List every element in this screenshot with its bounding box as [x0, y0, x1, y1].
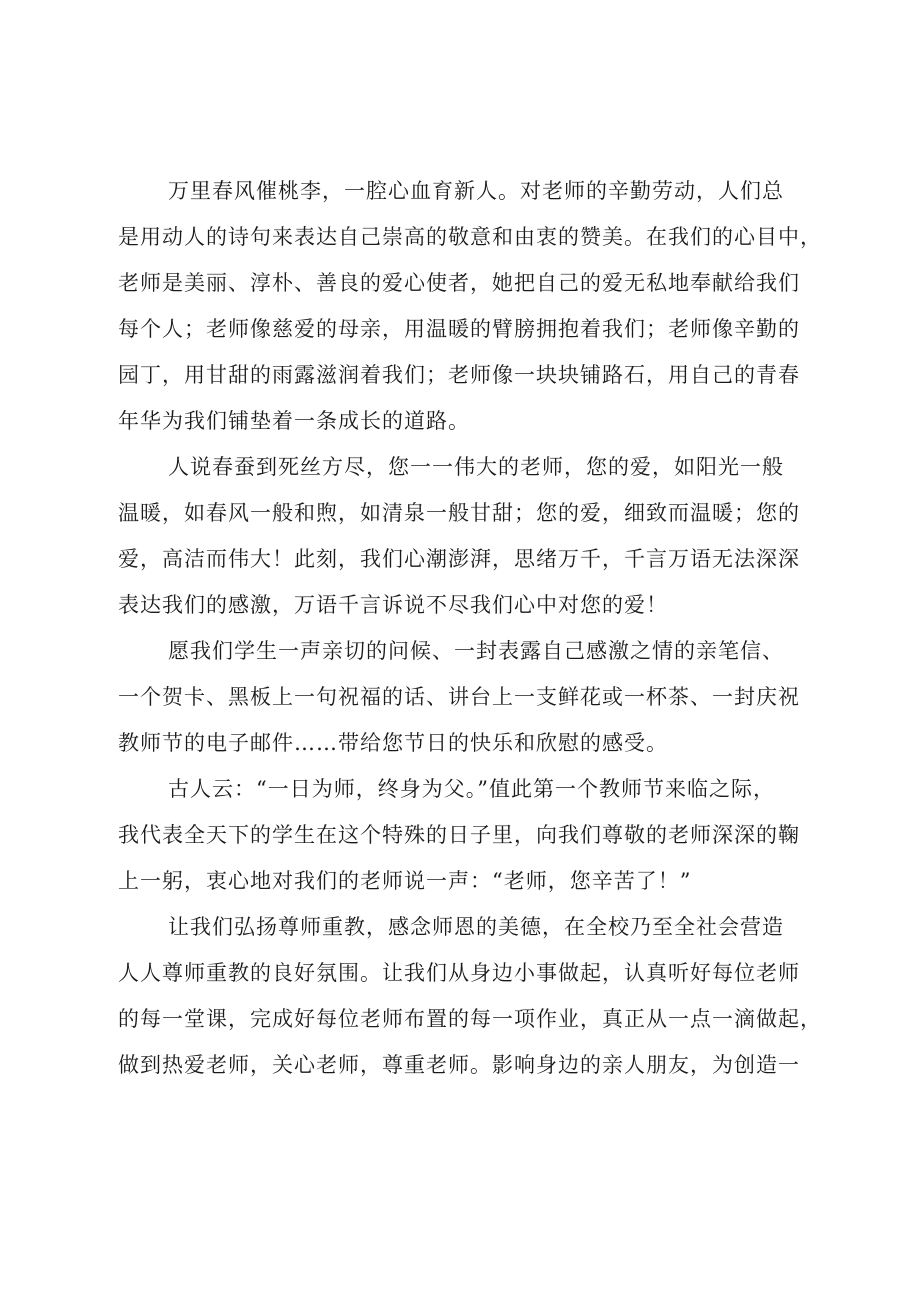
paragraph: [118, 904, 830, 1088]
text-line: 做到热爱老师，关心老师，尊重老师。影响身边的亲人朋友，为创造一: [118, 1053, 800, 1077]
text-line: 的每一堂课，完成好每位老师布置的每一项作业，真正从一点一滴做起，: [118, 1007, 822, 1031]
text-line: 一个贺卡、黑板上一句祝福的话、讲台上一支鲜花或一杯茶、一封庆祝: [118, 685, 800, 709]
text-line: 愿我们学生一声亲切的问候、一封表露自己感激之情的亲笔信、: [168, 639, 784, 663]
text-line: 人说春蚕到死丝方尽，您一一伟大的老师，您的爱，如阳光一般: [168, 455, 784, 479]
text-line: 表达我们的感激，万语千言诉说不尽我们心中对您的爱！: [118, 593, 668, 617]
text-line: 每个人；老师像慈爱的母亲，用温暖的臂膀拥抱着我们；老师像辛勤的: [118, 317, 800, 341]
paragraph: [118, 168, 830, 444]
text-line: 园丁，用甘甜的雨露滋润着我们；老师像一块块铺路石，用自己的青春: [118, 363, 800, 387]
text-line: 人人尊师重教的良好氛围。让我们从身边小事做起，认真听好每位老师: [118, 961, 800, 985]
text-line: 教师节的电子邮件……带给您节日的快乐和欣慰的感受。: [118, 731, 668, 755]
text-line: 爱，高洁而伟大！此刻，我们心潮澎湃，思绪万千，千言万语无法深深: [118, 547, 800, 571]
text-line: 古人云：“一日为师，终身为父。”值此第一个教师节来临之际，: [168, 777, 775, 801]
paragraph: [118, 444, 830, 628]
paragraph: [118, 766, 830, 904]
text-line: 万里春风催桃李，一腔心血育新人。对老师的辛勤劳动，人们总: [168, 179, 784, 203]
text-line: 温暖，如春风一般和煦，如清泉一般甘甜；您的爱，细致而温暖；您的: [118, 501, 800, 525]
text-line: 年华为我们铺垫着一条成长的道路。: [118, 409, 470, 433]
text-line: 老师是美丽、淳朴、善良的爱心使者，她把自己的爱无私地奉献给我们: [118, 271, 800, 295]
paragraph: [118, 628, 830, 766]
text-line: 我代表全天下的学生在这个特殊的日子里，向我们尊敬的老师深深的鞠: [118, 823, 800, 847]
text-line: 上一躬，衷心地对我们的老师说一声：“老师，您辛苦了！”: [118, 869, 692, 893]
body-text: [118, 168, 830, 1088]
text-line: 让我们弘扬尊师重教，感念师恩的美德，在全校乃至全社会营造: [168, 915, 784, 939]
text-line: 是用动人的诗句来表达自己崇高的敬意和由衷的赞美。在我们的心目中，: [118, 225, 822, 249]
